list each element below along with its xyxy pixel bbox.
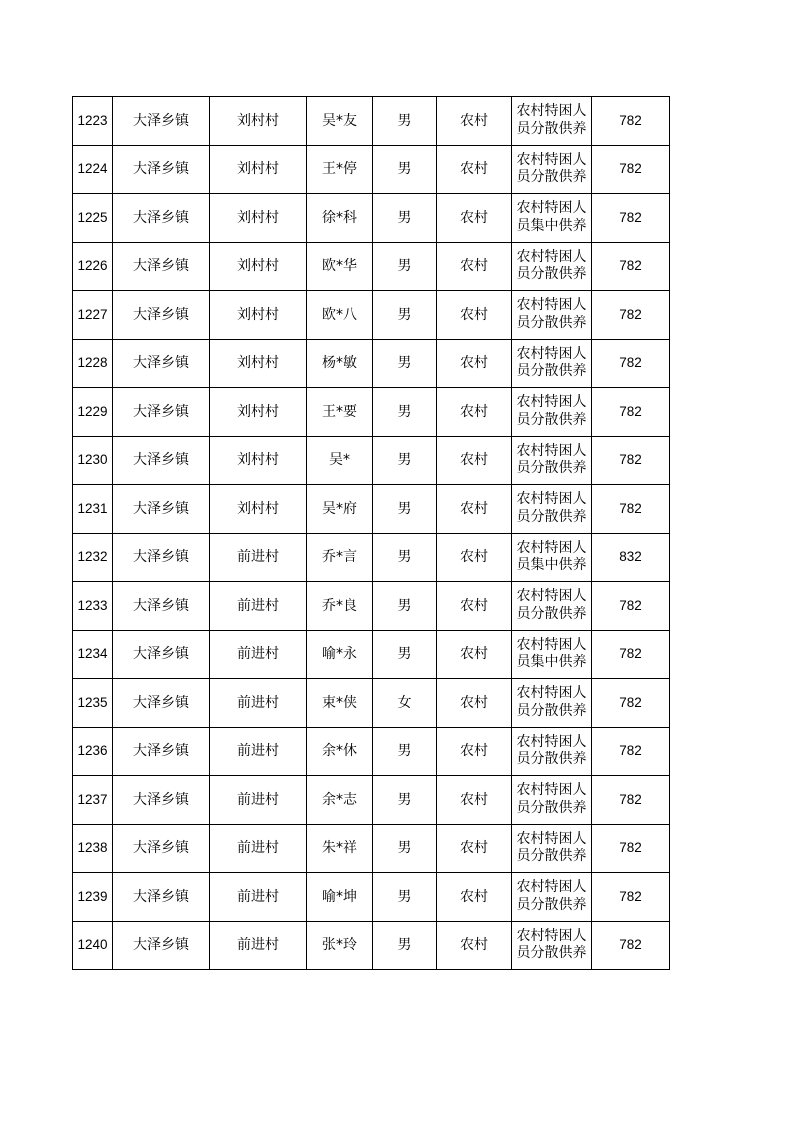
- support-type-cell: [512, 145, 592, 194]
- person-name-cell: 束*侠: [307, 679, 373, 728]
- area-type-cell: 农村: [437, 776, 512, 825]
- person-name-cell: 余*志: [307, 776, 373, 825]
- support-type-cell: [512, 291, 592, 340]
- gender-cell: 男: [373, 630, 437, 679]
- support-type-cell: [512, 339, 592, 388]
- support-type-text: 农村特困人员分散供养: [516, 733, 587, 768]
- village-cell: 刘村村: [210, 388, 307, 437]
- village-cell: 刘村村: [210, 485, 307, 534]
- area-type-cell: 农村: [437, 873, 512, 922]
- amount-cell: 782: [592, 242, 670, 291]
- village-cell: 前进村: [210, 727, 307, 776]
- township-cell: 大泽乡镇: [113, 824, 210, 873]
- village-cell: 前进村: [210, 776, 307, 825]
- support-type-text: 农村特困人员分散供养: [516, 879, 587, 913]
- township-cell: 大泽乡镇: [113, 921, 210, 970]
- village-cell: 刘村村: [210, 291, 307, 340]
- village-cell: 刘村村: [210, 339, 307, 388]
- gender-cell: 男: [373, 533, 437, 582]
- support-type-cell: [512, 485, 592, 534]
- person-name-cell: 乔*言: [307, 533, 373, 582]
- gender-cell: 男: [373, 873, 437, 922]
- township-cell: 大泽乡镇: [113, 485, 210, 534]
- gender-cell: 男: [373, 824, 437, 873]
- record-number-cell: 1230: [73, 436, 113, 485]
- support-type-cell: [512, 194, 592, 243]
- village-cell: 前进村: [210, 630, 307, 679]
- village-cell: 前进村: [210, 582, 307, 631]
- amount-cell: 782: [592, 873, 670, 922]
- person-name-cell: 乔*良: [307, 582, 373, 631]
- village-cell: 前进村: [210, 679, 307, 728]
- support-type-text: 农村特困人员分散供养: [516, 394, 587, 428]
- support-type-cell: [512, 679, 592, 728]
- table-body: [73, 97, 670, 970]
- amount-cell: 782: [592, 727, 670, 776]
- gender-cell: 男: [373, 776, 437, 825]
- support-type-text: 农村特困人员集中供养: [516, 200, 587, 234]
- amount-cell: 832: [592, 533, 670, 582]
- person-name-cell: 徐*科: [307, 194, 373, 243]
- record-number-cell: 1223: [73, 97, 113, 146]
- gender-cell: 男: [373, 145, 437, 194]
- area-type-cell: 农村: [437, 194, 512, 243]
- township-cell: 大泽乡镇: [113, 436, 210, 485]
- township-cell: 大泽乡镇: [113, 776, 210, 825]
- gender-cell: 男: [373, 388, 437, 437]
- area-type-cell: 农村: [437, 145, 512, 194]
- person-name-cell: 欧*华: [307, 242, 373, 291]
- support-type-text: 农村特困人员分散供养: [516, 491, 587, 525]
- area-type-cell: 农村: [437, 582, 512, 631]
- township-cell: 大泽乡镇: [113, 582, 210, 631]
- record-number-cell: 1233: [73, 582, 113, 631]
- record-number-cell: 1238: [73, 824, 113, 873]
- village-cell: 前进村: [210, 873, 307, 922]
- support-type-cell: [512, 242, 592, 291]
- person-name-cell: 张*玲: [307, 921, 373, 970]
- record-number-cell: 1229: [73, 388, 113, 437]
- area-type-cell: 农村: [437, 533, 512, 582]
- support-type-cell: [512, 533, 592, 582]
- amount-cell: 782: [592, 97, 670, 146]
- township-cell: 大泽乡镇: [113, 291, 210, 340]
- table-row: [73, 145, 670, 194]
- record-number-cell: 1232: [73, 533, 113, 582]
- village-cell: 前进村: [210, 921, 307, 970]
- township-cell: 大泽乡镇: [113, 339, 210, 388]
- village-cell: 刘村村: [210, 194, 307, 243]
- support-type-text: 农村特困人员集中供养: [516, 636, 587, 671]
- support-type-text: 农村特困人员分散供养: [516, 103, 587, 137]
- township-cell: 大泽乡镇: [113, 242, 210, 291]
- record-number-cell: 1224: [73, 145, 113, 194]
- township-cell: 大泽乡镇: [113, 630, 210, 679]
- village-cell: 刘村村: [210, 97, 307, 146]
- table-row: [73, 582, 670, 631]
- area-type-cell: 农村: [437, 339, 512, 388]
- table-row: [73, 97, 670, 146]
- table-row: [73, 339, 670, 388]
- area-type-cell: 农村: [437, 921, 512, 970]
- township-cell: 大泽乡镇: [113, 679, 210, 728]
- township-cell: 大泽乡镇: [113, 194, 210, 243]
- township-cell: 大泽乡镇: [113, 533, 210, 582]
- record-number-cell: 1225: [73, 194, 113, 243]
- record-number-cell: 1234: [73, 630, 113, 679]
- table-row: [73, 436, 670, 485]
- amount-cell: 782: [592, 436, 670, 485]
- township-cell: 大泽乡镇: [113, 145, 210, 194]
- gender-cell: 男: [373, 582, 437, 631]
- record-number-cell: 1227: [73, 291, 113, 340]
- record-number-cell: 1235: [73, 679, 113, 728]
- person-name-cell: 王*要: [307, 388, 373, 437]
- support-type-text: 农村特困人员分散供养: [516, 442, 587, 477]
- person-name-cell: 王*停: [307, 145, 373, 194]
- area-type-cell: 农村: [437, 630, 512, 679]
- amount-cell: 782: [592, 582, 670, 631]
- village-cell: 前进村: [210, 533, 307, 582]
- amount-cell: 782: [592, 679, 670, 728]
- support-type-cell: [512, 630, 592, 679]
- record-number-cell: 1237: [73, 776, 113, 825]
- area-type-cell: 农村: [437, 242, 512, 291]
- support-type-text: 农村特困人员分散供养: [516, 297, 587, 331]
- amount-cell: 782: [592, 388, 670, 437]
- table-row: [73, 533, 670, 582]
- support-type-text: 农村特困人员分散供养: [516, 345, 587, 380]
- amount-cell: 782: [592, 921, 670, 970]
- table-row: [73, 873, 670, 922]
- person-name-cell: 余*休: [307, 727, 373, 776]
- table-row: [73, 485, 670, 534]
- table-row: [73, 921, 670, 970]
- amount-cell: 782: [592, 194, 670, 243]
- person-name-cell: 杨*敏: [307, 339, 373, 388]
- record-number-cell: 1231: [73, 485, 113, 534]
- area-type-cell: 农村: [437, 436, 512, 485]
- table-row: [73, 727, 670, 776]
- support-type-cell: [512, 727, 592, 776]
- area-type-cell: 农村: [437, 388, 512, 437]
- area-type-cell: 农村: [437, 679, 512, 728]
- support-type-cell: [512, 921, 592, 970]
- table-row: [73, 291, 670, 340]
- person-name-cell: 欧*八: [307, 291, 373, 340]
- table-row: [73, 679, 670, 728]
- gender-cell: 男: [373, 242, 437, 291]
- gender-cell: 女: [373, 679, 437, 728]
- amount-cell: 782: [592, 630, 670, 679]
- village-cell: 刘村村: [210, 436, 307, 485]
- support-type-cell: [512, 776, 592, 825]
- support-type-text: 农村特困人员分散供养: [516, 588, 587, 622]
- table-row: [73, 630, 670, 679]
- gender-cell: 男: [373, 291, 437, 340]
- record-number-cell: 1239: [73, 873, 113, 922]
- township-cell: 大泽乡镇: [113, 727, 210, 776]
- gender-cell: 男: [373, 436, 437, 485]
- record-number-cell: 1228: [73, 339, 113, 388]
- person-name-cell: 吴*: [307, 436, 373, 485]
- amount-cell: 782: [592, 145, 670, 194]
- area-type-cell: 农村: [437, 727, 512, 776]
- amount-cell: 782: [592, 776, 670, 825]
- township-cell: 大泽乡镇: [113, 97, 210, 146]
- table-row: [73, 776, 670, 825]
- gender-cell: 男: [373, 727, 437, 776]
- table-row: [73, 242, 670, 291]
- support-type-text: 农村特困人员分散供养: [516, 927, 587, 962]
- gender-cell: 男: [373, 339, 437, 388]
- gender-cell: 男: [373, 194, 437, 243]
- person-name-cell: 吴*府: [307, 485, 373, 534]
- amount-cell: 782: [592, 339, 670, 388]
- support-type-cell: [512, 824, 592, 873]
- village-cell: 刘村村: [210, 145, 307, 194]
- support-type-text: 农村特困人员分散供养: [516, 782, 587, 816]
- area-type-cell: 农村: [437, 824, 512, 873]
- township-cell: 大泽乡镇: [113, 388, 210, 437]
- record-number-cell: 1240: [73, 921, 113, 970]
- support-type-text: 农村特困人员分散供养: [516, 830, 587, 865]
- table-row: [73, 194, 670, 243]
- gender-cell: 男: [373, 97, 437, 146]
- support-type-cell: [512, 582, 592, 631]
- support-type-cell: [512, 97, 592, 146]
- support-type-cell: [512, 436, 592, 485]
- village-cell: 前进村: [210, 824, 307, 873]
- support-type-text: 农村特困人员分散供养: [516, 151, 587, 186]
- support-type-cell: [512, 388, 592, 437]
- table-row: [73, 388, 670, 437]
- gender-cell: 男: [373, 921, 437, 970]
- person-name-cell: 吴*友: [307, 97, 373, 146]
- record-number-cell: 1226: [73, 242, 113, 291]
- beneficiary-table: [72, 96, 670, 970]
- village-cell: 刘村村: [210, 242, 307, 291]
- township-cell: 大泽乡镇: [113, 873, 210, 922]
- table-row: [73, 824, 670, 873]
- person-name-cell: 朱*祥: [307, 824, 373, 873]
- area-type-cell: 农村: [437, 485, 512, 534]
- amount-cell: 782: [592, 824, 670, 873]
- support-type-cell: [512, 873, 592, 922]
- support-type-text: 农村特困人员分散供养: [516, 248, 587, 283]
- amount-cell: 782: [592, 291, 670, 340]
- support-type-text: 农村特困人员分散供养: [516, 685, 587, 719]
- person-name-cell: 喻*永: [307, 630, 373, 679]
- gender-cell: 男: [373, 485, 437, 534]
- record-number-cell: 1236: [73, 727, 113, 776]
- area-type-cell: 农村: [437, 291, 512, 340]
- area-type-cell: 农村: [437, 97, 512, 146]
- support-type-text: 农村特困人员集中供养: [516, 539, 587, 574]
- amount-cell: 782: [592, 485, 670, 534]
- person-name-cell: 喻*坤: [307, 873, 373, 922]
